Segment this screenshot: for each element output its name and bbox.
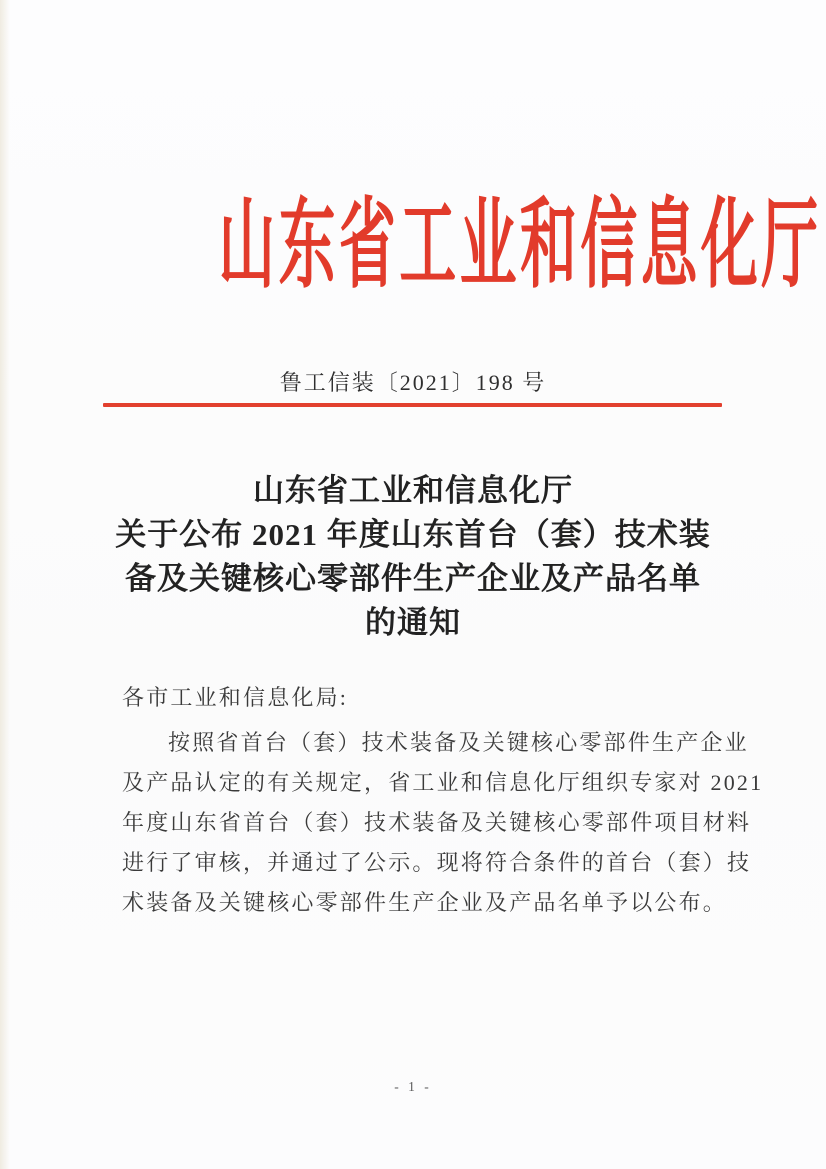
notice-title-line-1: 山东省工业和信息化厅 bbox=[253, 473, 573, 508]
doc-number: 鲁工信装〔2021〕198 号 bbox=[279, 370, 547, 395]
page-number: - 1 - bbox=[394, 1079, 432, 1094]
red-divider-line bbox=[103, 403, 722, 407]
notice-title-line-2: 关于公布 2021 年度山东首台（套）技术装 bbox=[115, 517, 711, 552]
letterhead bbox=[0, 192, 826, 300]
body-line-4: 进行了审核，并通过了公示。现将符合条件的首台（套）技 bbox=[122, 850, 752, 875]
salutation: 各市工业和信息化局: bbox=[122, 685, 349, 710]
notice-title-line-3: 备及关键核心零部件生产企业及产品名单 bbox=[125, 561, 701, 596]
body-line-1: 按照省首台（套）技术装备及关键核心零部件生产企业 bbox=[168, 730, 749, 755]
letterhead-title: 山东省工业和信息化厅 bbox=[218, 192, 822, 300]
body-line-3: 年度山东省首台（套）技术装备及关键核心零部件项目材料 bbox=[122, 810, 752, 835]
body-line-5: 术装备及关键核心零部件生产企业及产品名单予以公布。 bbox=[122, 890, 728, 915]
scan-edge-shadow bbox=[0, 0, 10, 1169]
document-body bbox=[122, 678, 764, 923]
body-line-2: 及产品认定的有关规定，省工业和信息化厅组织专家对 2021 bbox=[122, 770, 764, 795]
notice-title-line-4: 的通知 bbox=[365, 605, 461, 640]
notice-title bbox=[63, 469, 763, 645]
